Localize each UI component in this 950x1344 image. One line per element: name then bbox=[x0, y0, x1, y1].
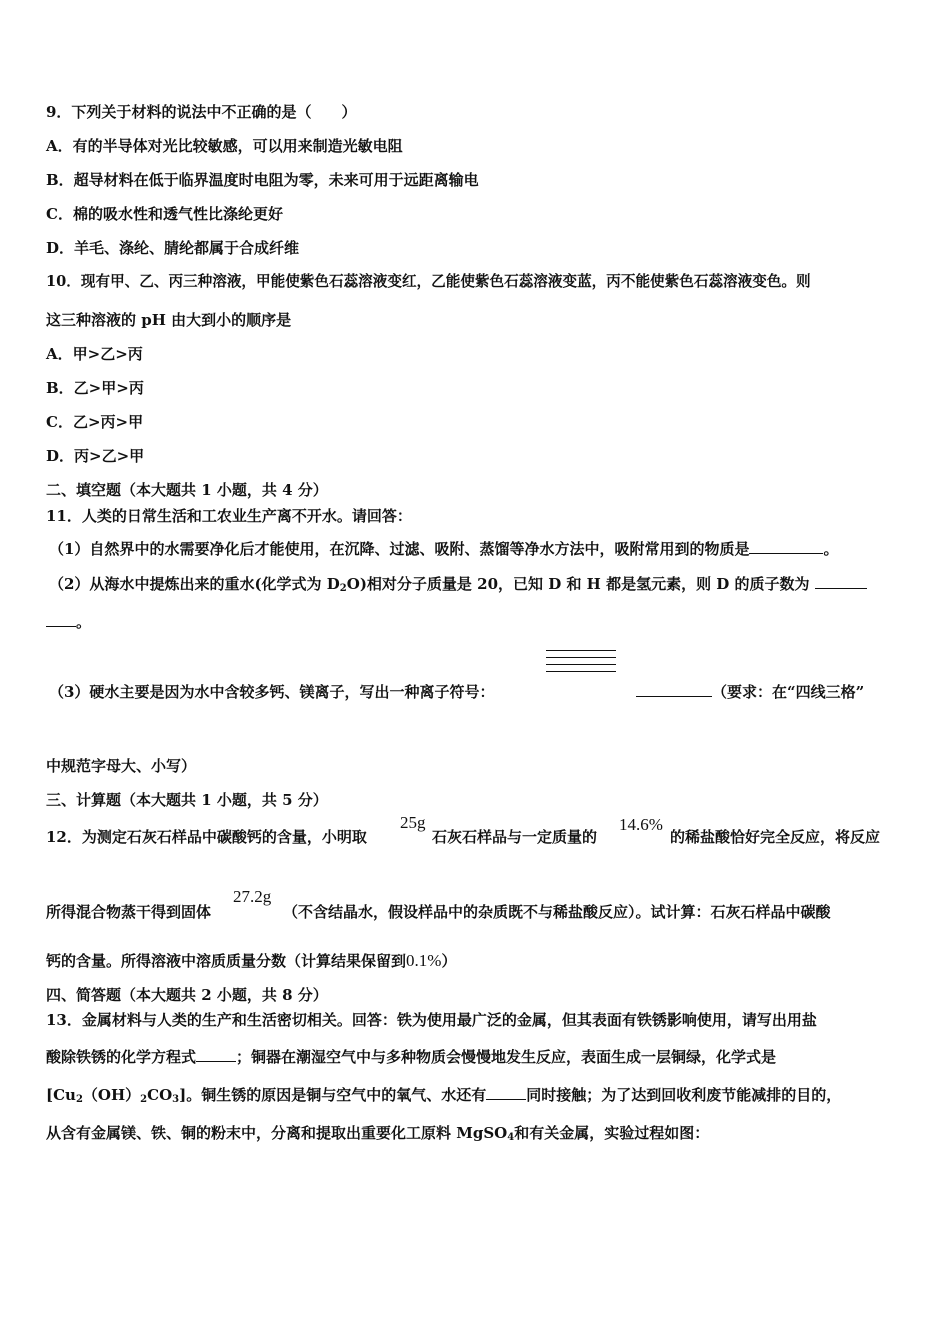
q9-option-d: D．羊毛、涤纶、腈纶都属于合成纤维 bbox=[46, 239, 300, 257]
q13-formula-sub2: 2 bbox=[140, 1094, 148, 1105]
q11-part2-text-b: O)相对分子质量是 20，已知 D 和 H 都是氢元素，则 D 的质子数为 bbox=[346, 575, 815, 593]
q11-part2 bbox=[49, 574, 867, 599]
q10-option-c: C．乙>丙>甲 bbox=[46, 413, 144, 431]
q9-option-b: B．超导材料在低于临界温度时电阻为零，未来可用于远距离输电 bbox=[46, 171, 479, 189]
q11-part1-blank[interactable] bbox=[749, 539, 823, 554]
q10-option-d: D．丙>乙>甲 bbox=[46, 447, 145, 465]
q11-part2-blank[interactable] bbox=[815, 574, 867, 589]
q12-line1-c: 的稀盐酸恰好完全反应，将反应 bbox=[670, 828, 881, 846]
q13-formula-sub3: 3 bbox=[172, 1094, 180, 1105]
q12-percent: 14.6% bbox=[619, 815, 663, 834]
q10-stem-line1: 10．现有甲、乙、丙三种溶液，甲能使紫色石蕊溶液变红，乙能使紫色石蕊溶液变蓝，丙不能使紫色石蕊溶液变色。则 bbox=[46, 273, 811, 290]
q12-line3-a: 钙的含量。所得溶液中溶质质量分数（计算结果保留到 bbox=[46, 952, 407, 970]
q12-precision: 0.1% bbox=[406, 951, 442, 970]
q13-line4 bbox=[46, 1123, 709, 1148]
q11-part3: （3）硬水主要是因为水中含较多钙、镁离子，写出一种离子符号： bbox=[49, 683, 495, 701]
q13-formula-sub1: 2 bbox=[75, 1094, 83, 1105]
q13-line2-b: ；铜器在潮湿空气中与多种物质会慢慢地发生反应，表面生成一层铜绿，化学式是 bbox=[236, 1048, 777, 1066]
q13-line2-a: 酸除铁锈的化学方程式 bbox=[46, 1048, 197, 1066]
q11-part2-sub: 2 bbox=[339, 583, 347, 594]
q13-line2 bbox=[46, 1047, 776, 1067]
q13-formula-b: （OH） bbox=[82, 1086, 141, 1104]
q11-part2-blank-cont[interactable] bbox=[46, 612, 76, 627]
q12-line3 bbox=[46, 951, 456, 971]
q12-line2-b: （不含结晶水，假设样品中的杂质既不与稀盐酸反应）。试计算：石灰石样品中碳酸 bbox=[283, 903, 831, 921]
q13-line3-d: ]。铜生锈的原因是铜与空气中的氧气、水还有 bbox=[179, 1086, 487, 1104]
q11-part3-cont: 中规范字母大、小写） bbox=[46, 757, 197, 775]
q11-part2-cont bbox=[46, 612, 91, 632]
q13-line4-b: 和有关金属，实验过程如图： bbox=[514, 1124, 710, 1142]
section-4-heading: 四、简答题（本大题共 2 小题，共 8 分） bbox=[46, 986, 328, 1004]
q11-stem: 11．人类的日常生活和工农业生产离不开水。请回答： bbox=[46, 507, 412, 525]
q13-formula-a: [Cu bbox=[46, 1086, 76, 1104]
q11-part1-end: 。 bbox=[823, 540, 839, 558]
q13-line3-e: 同时接触；为了达到回收利废节能减排的目的， bbox=[526, 1086, 842, 1104]
q10-stem-line2: 这三种溶液的 pH 由大到小的顺序是 bbox=[46, 311, 292, 329]
q13-formula-c: CO bbox=[147, 1086, 173, 1104]
q13-line1: 13．金属材料与人类的生产和生活密切相关。回答：铁为使用最广泛的金属，但其表面有铁锈影响使用，请写出用盐 bbox=[46, 1011, 817, 1029]
q13-line3 bbox=[46, 1085, 841, 1110]
q11-part3-tail bbox=[636, 682, 864, 702]
q12-line3-b: ） bbox=[441, 952, 457, 970]
q10-option-b: B．乙>甲>丙 bbox=[46, 379, 144, 397]
q11-part2-text-a: （2）从海水中提炼出来的重水(化学式为 D bbox=[49, 575, 340, 593]
q11-part1 bbox=[49, 539, 838, 559]
section-3-heading: 三、计算题（本大题共 1 小题，共 5 分） bbox=[46, 791, 328, 809]
section-2-heading: 二、填空题（本大题共 1 小题，共 4 分） bbox=[46, 481, 328, 499]
q13-equation-blank[interactable] bbox=[196, 1047, 236, 1062]
q12-line1-a: 12．为测定石灰石样品中碳酸钙的含量，小明取 bbox=[46, 828, 367, 846]
q9-stem: 9．下列关于材料的说法中不正确的是（ ） bbox=[46, 103, 357, 121]
q12-mass-25g: 25g bbox=[400, 813, 426, 832]
q13-line4-sub: 4 bbox=[507, 1132, 515, 1143]
q13-line4-a: 从含有金属镁、铁、铜的粉末中，分离和提取出重要化工原料 MgSO bbox=[46, 1124, 508, 1142]
q12-mass-27-2g: 27.2g bbox=[233, 887, 272, 906]
q11-part2-end: 。 bbox=[76, 613, 92, 631]
q11-part3-blank[interactable] bbox=[636, 682, 712, 697]
q12-line2-a: 所得混合物蒸干得到固体 bbox=[46, 903, 212, 921]
q10-option-a: A．甲>乙>丙 bbox=[46, 345, 143, 363]
q13-cause-blank[interactable] bbox=[486, 1085, 526, 1100]
q9-option-a: A．有的半导体对光比较敏感，可以用来制造光敏电阻 bbox=[46, 137, 403, 155]
q12-line1-b: 石灰石样品与一定质量的 bbox=[432, 828, 598, 846]
q9-option-c: C．棉的吸水性和透气性比涤纶更好 bbox=[46, 205, 283, 223]
four-line-grid[interactable] bbox=[546, 650, 616, 678]
q11-part3-requirement: （要求：在“四线三格” bbox=[712, 683, 865, 701]
q11-part1-text: （1）自然界中的水需要净化后才能使用，在沉降、过滤、吸附、蒸馏等净水方法中，吸附常用到的物质是 bbox=[49, 540, 750, 558]
